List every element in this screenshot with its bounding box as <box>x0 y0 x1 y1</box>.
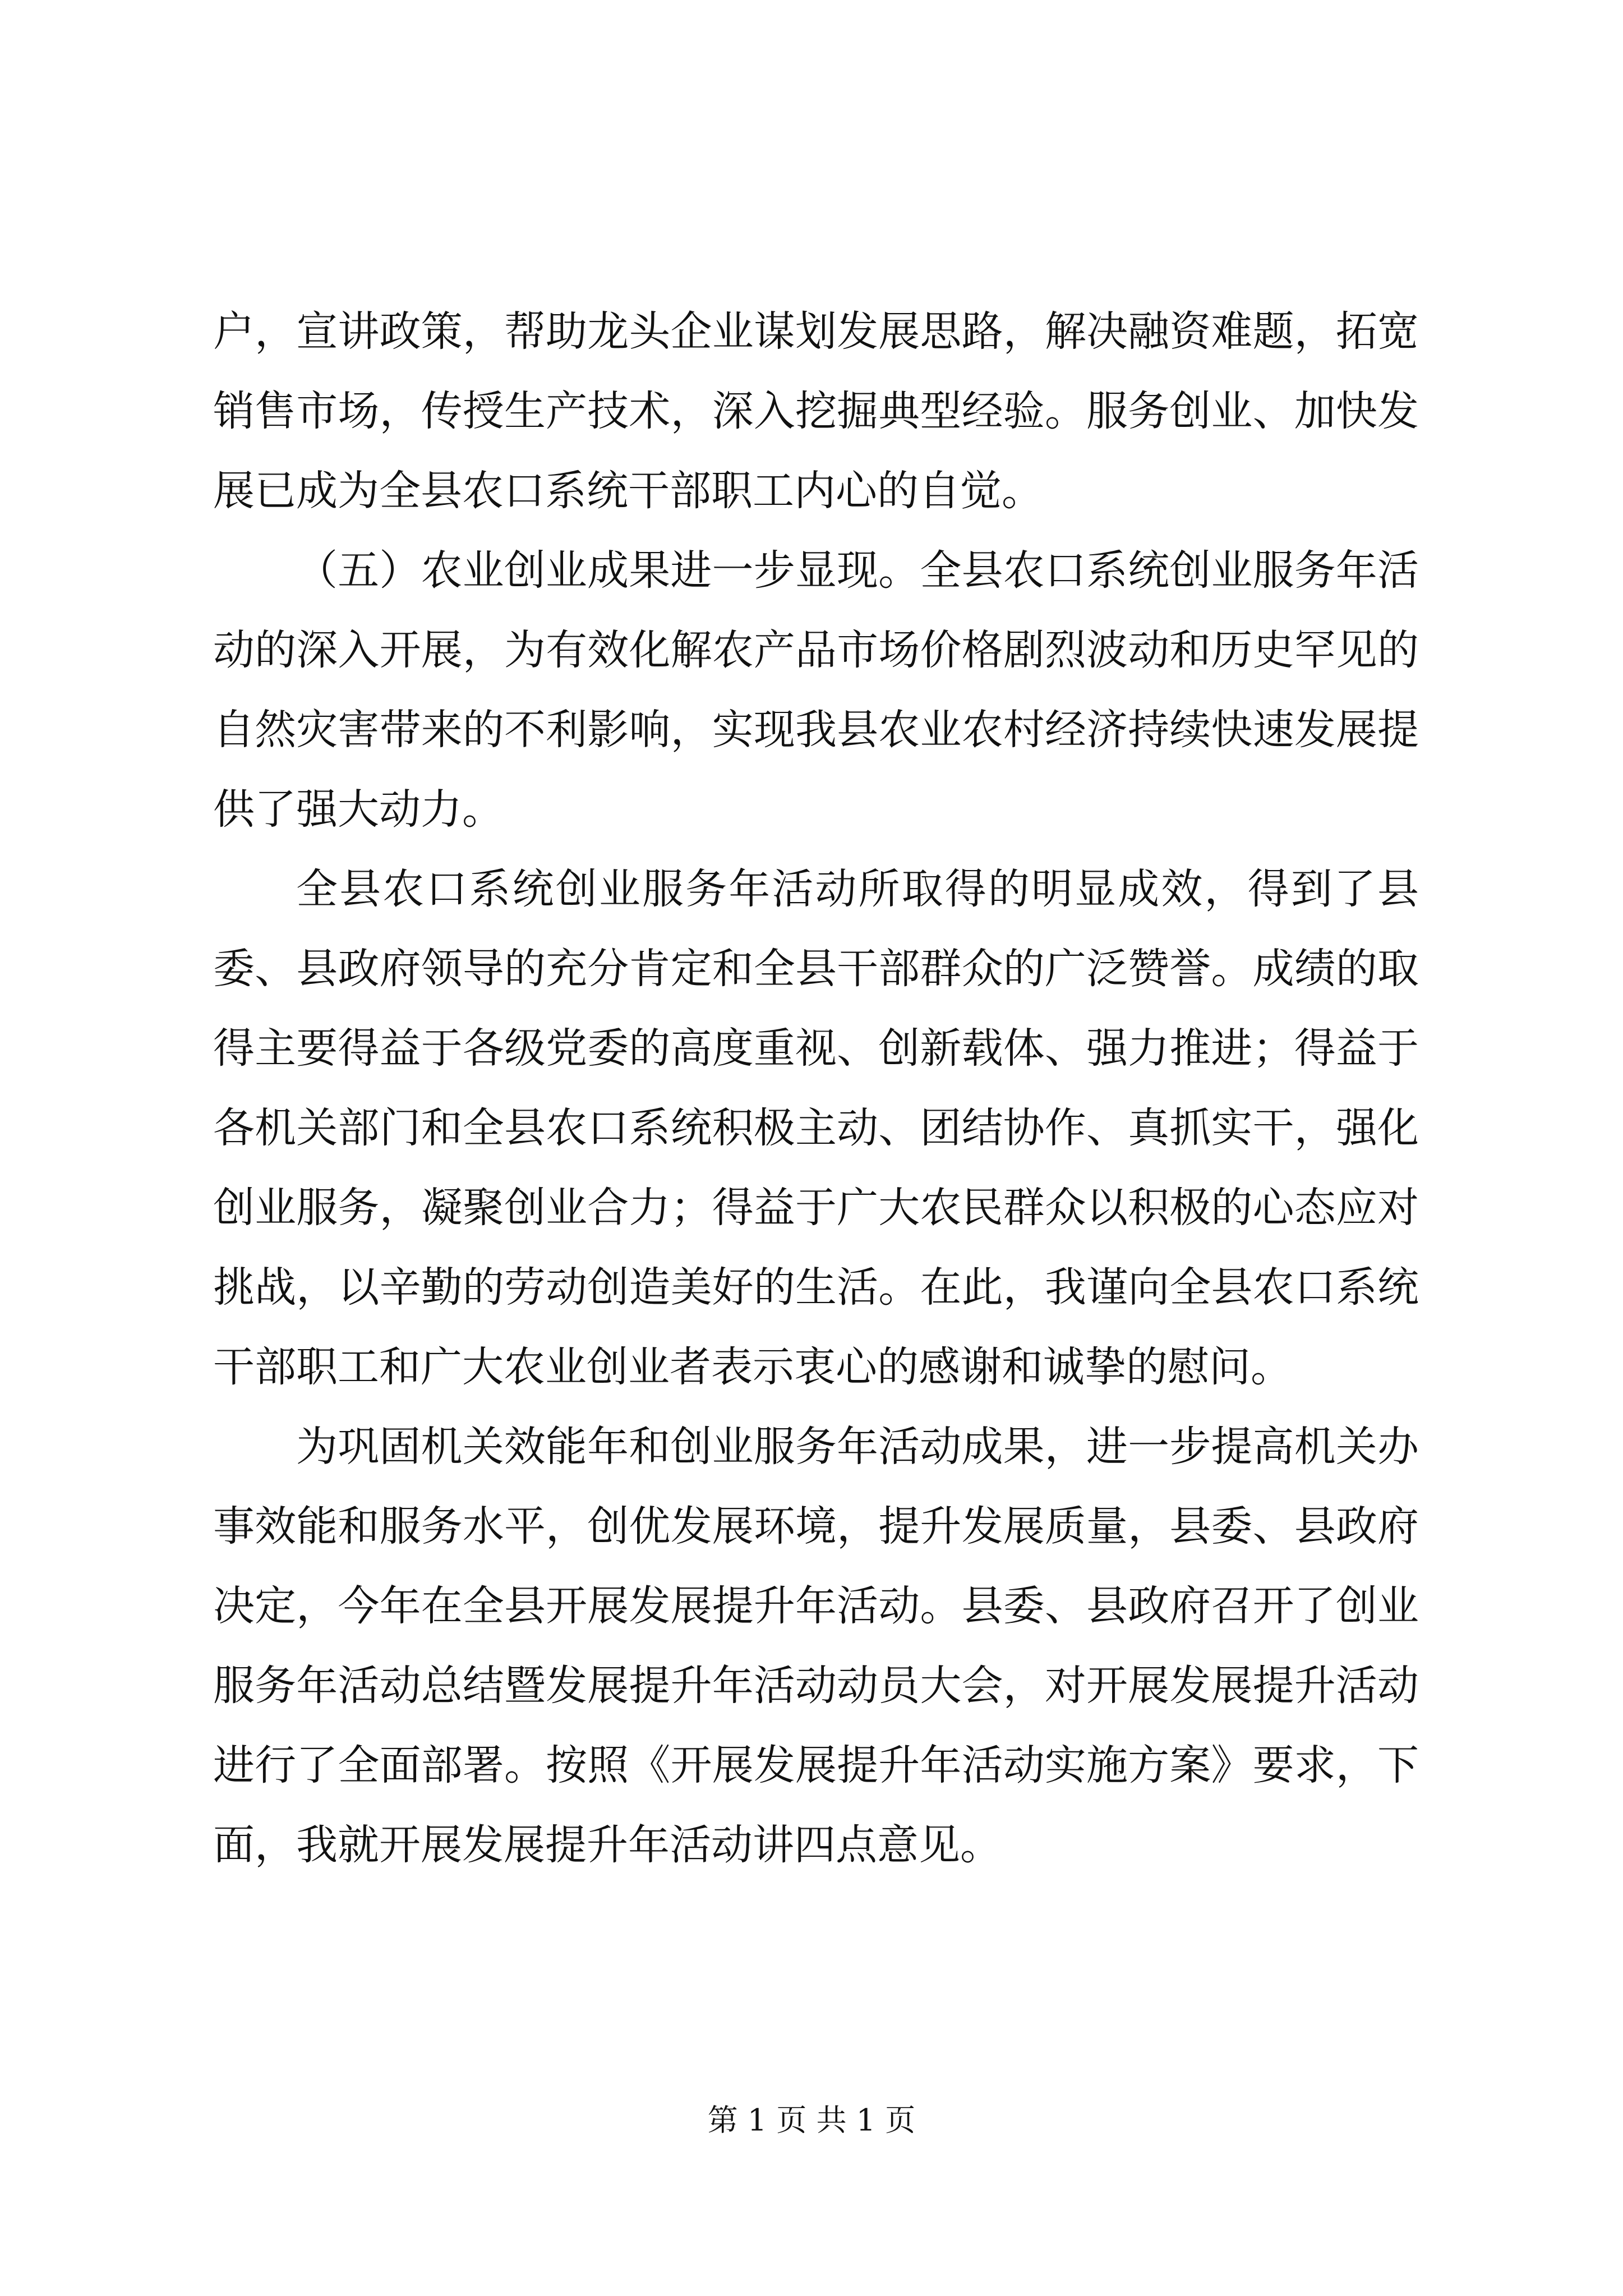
paragraph-1: 户，宣讲政策，帮助龙头企业谋划发展思路，解决融资难题，拓宽销售市场，传授生产技术，深入挖掘典型经验。服务创业、加快发展已成为全县农口系统干部职工内心的自觉。 <box>213 307 1419 515</box>
paragraph-2: （五）农业创业成果进一步显现。全县农口系统创业服务年活动的深入开展，为有效化解农产品市场价格剧烈波动和历史罕见的自然灾害带来的不利影响，实现我县农业农村经济持续快速发展提供了强大动力。 <box>213 546 1419 834</box>
document-body <box>213 292 1419 1885</box>
page-number-footer: 第 1 页 共 1 页 <box>707 2102 916 2138</box>
paragraph-3: 全县农口系统创业服务年活动所取得的明显成效，得到了县委、县政府领导的充分肯定和全县干部群众的广泛赞誉。成绩的取得主要得益于各级党委的高度重视、创新载体、强力推进；得益于各机关部门和全县农口系统积极主动、团结协作、真抓实干，强化创业服务，凝聚创业合力；得益于广大农民群众以积极的心态应对挑战，以辛勤的劳动创造美好的生活。在此，我谨向全县农口系统干部职工和广大农业创业者表示衷心的感谢和诚挚的慰问。 <box>213 865 1419 1391</box>
paragraph-4: 为巩固机关效能年和创业服务年活动成果，进一步提高机关办事效能和服务水平，创优发展环境，提升发展质量，县委、县政府决定，今年在全县开展发展提升年活动。县委、县政府召开了创业服务年活动总结暨发展提升年活动动员大会，对开展发展提升活动进行了全面部署。按照《开展发展提升年活动实施方案》要求，下面，我就开展发展提升年活动讲四点意见。 <box>213 1423 1419 1869</box>
